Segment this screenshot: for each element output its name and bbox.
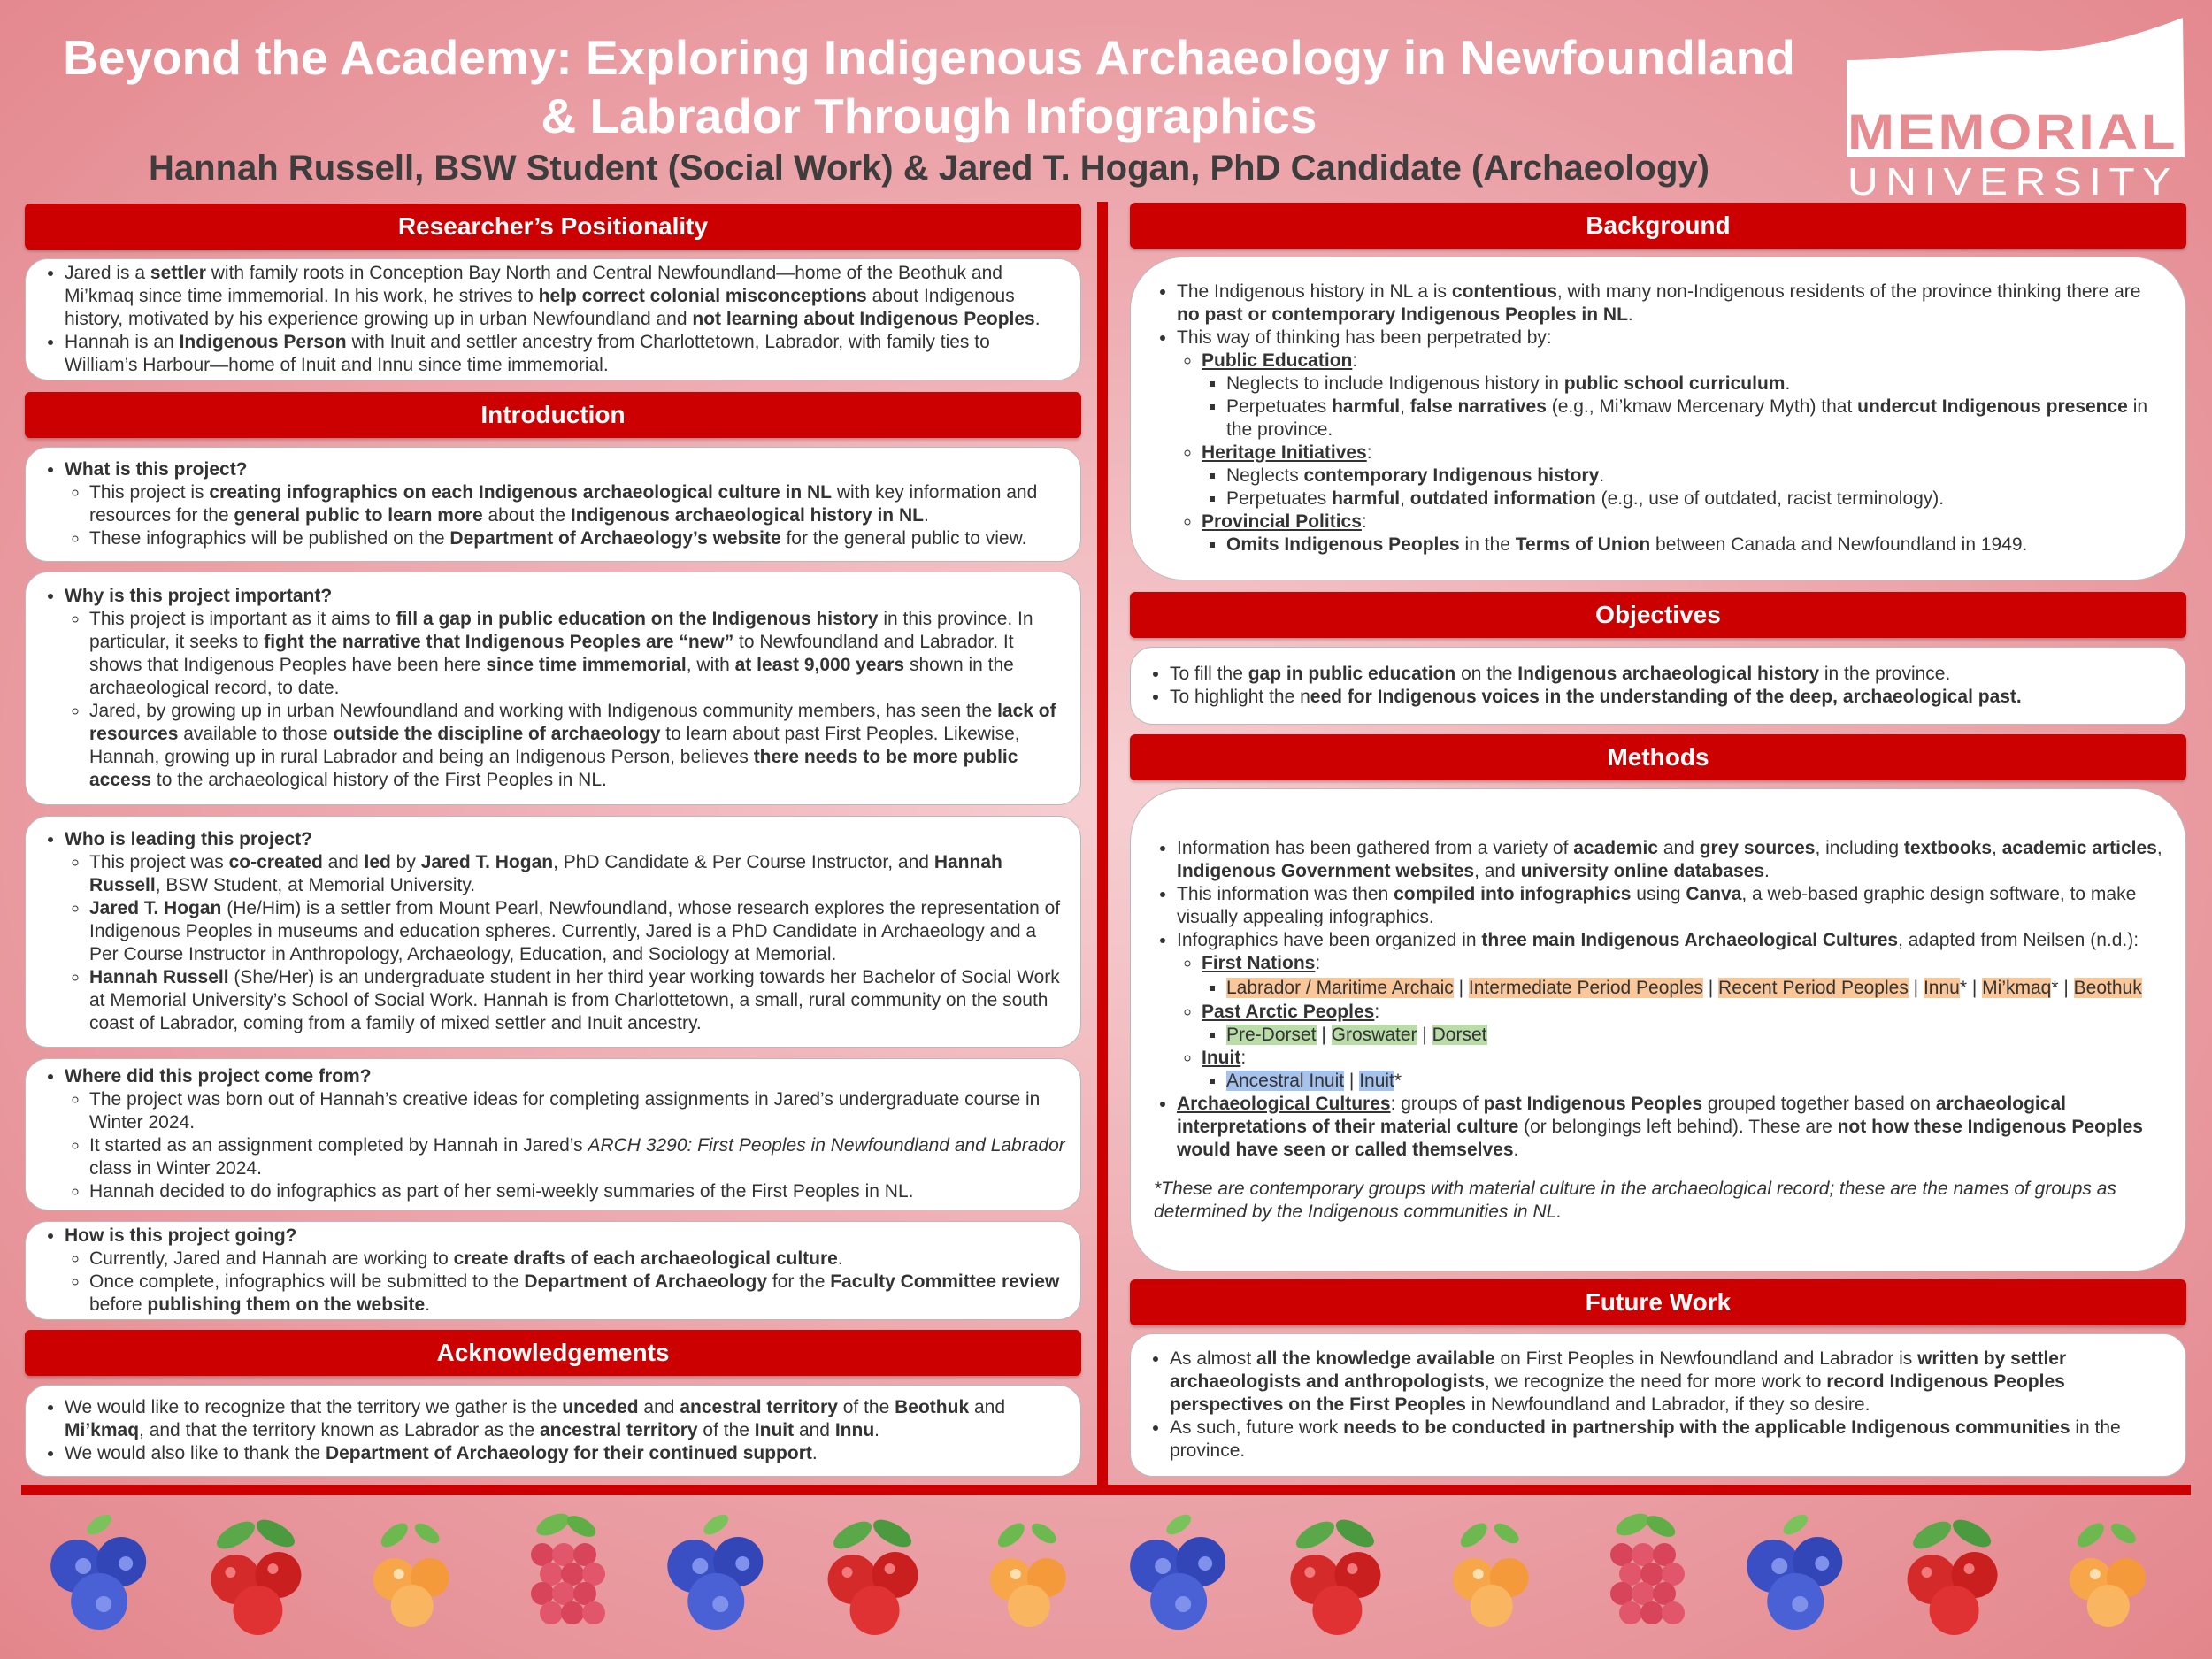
future-work-box	[1130, 1333, 2186, 1477]
past-arctic-list: ▪ Pre-Dorset | Groswater | Dorset	[1226, 1024, 2162, 1047]
title-line-2: & Labrador Through Infographics	[541, 88, 1317, 143]
list-item: • We would also like to thank the Department of Archaeology for their continued support.	[65, 1442, 1066, 1465]
title-line-1: Beyond the Academy: Exploring Indigenous Archaeology in Newfoundland	[63, 30, 1795, 85]
poster-title	[18, 28, 1840, 145]
list-item: • Archaeological Cultures: groups of past Indigenous Peoples grouped together based on archaeological interpretations of their material culture (or belongings left behind). These are not how these Indigenous Peoples would have seen or called themselves.	[1177, 1093, 2162, 1162]
first-nations-list: ▪ Labrador / Maritime Archaic | Intermediate Period Peoples | Recent Period Peoples | Innu* | Mi’kmaq* | Beothuk	[1226, 975, 2162, 1001]
positionality-header: Researcher’s Positionality	[25, 204, 1081, 250]
raspberry-icon	[531, 1509, 605, 1624]
intro-who-box	[25, 816, 1081, 1048]
positionality-jared: • Jared is a settler with family roots in Conception Bay North and Central Newfoundland—home of the Beothuk and Mi’kmaq since time immemorial. In his work, he strives to help correct colonial misconceptions about Indigenous history, motivated by his experience growing up in urban Newfoundland and not learning about Indigenous Peoples.	[65, 262, 1066, 331]
list-item: ◦ Provincial Politics: ▪ Omits Indigenous Peoples in the Terms of Union between Canada and Newfoundland in 1949.	[1202, 511, 2162, 557]
list-item: ◦ It started as an assignment completed by Hannah in Jared’s ARCH 3290: First Peoples in Newfoundland and Labrador class in Winter 2024.	[89, 1134, 1066, 1180]
past-arctic-group: ◦ Past Arctic Peoples: ▪ Pre-Dorset | Groswater | Dorset	[1202, 1001, 2162, 1047]
raspberry-icon	[1610, 1509, 1685, 1624]
list-item: ◦ Public Education: ▪ Neglects to include Indigenous history in public school curriculum. ▪ Perpetuates harmful, false narratives (e.g., Mi’kmaw Mercenary Myth) that undercut Indigenous presence in the province.	[1202, 349, 2162, 442]
logo-word-university: UNIVERSITY	[1847, 160, 2178, 202]
logo-word-memorial: MEMORIAL	[1847, 104, 2178, 159]
objectives-header: Objectives	[1130, 592, 2186, 638]
list-item: ▪ Perpetuates harmful, false narratives (e.g., Mi’kmaw Mercenary Myth) that undercut Indigenous presence in the province.	[1226, 396, 2162, 442]
list-item: ◦ This project is important as it aims to fill a gap in public education on the Indigenous history in this province. In particular, it seeks to fight the narrative that Indigenous Peoples are “new” to Newfoundland and Labrador. It shows that Indigenous Peoples have been here since time immemorial, with at least 9,000 years shown in the archaeological record, to date.	[89, 608, 1066, 700]
list-item: ◦ Currently, Jared and Hannah are working to create drafts of each archaeological culture.	[89, 1248, 1066, 1271]
intro-what-item: • What is this project? ◦ This project is creating infographics on each Indigenous archaeological culture in NL with key information and resources for the general public to learn more about the Indigenous archaeological history in NL. ◦ These infographics will be published on the Department of Archaeology’s website for the general public to view.	[65, 458, 1066, 550]
blueberry-icon	[50, 1510, 146, 1630]
list-item: ◦ Hannah Russell (She/Her) is an undergraduate student in her third year working towards her Bachelor of Social Work at Memorial University’s School of Social Work. Hannah is from Charlottetown, a small, rural community on the south coast of Labrador, coming from a family of mixed settler and Inuit ancestry.	[89, 966, 1066, 1035]
bakeapple-icon	[990, 1519, 1066, 1627]
list-item: • This information was then compiled into infographics using Canva, a web-based graphic design software, to make visually appealing infographics.	[1177, 883, 2162, 929]
list-item: ◦ Jared, by growing up in urban Newfoundland and working with Indigenous community members, has seen the lack of resources available to those outside the discipline of archaeology to learn about past First Peoples. Likewise, Hannah, growing up in rural Labrador and being an Indigenous Person, believes there needs to be more public access to the archaeological history of the First Peoples in NL.	[89, 700, 1066, 792]
footer-divider	[21, 1485, 2191, 1495]
partridgeberry-icon	[1290, 1514, 1380, 1635]
list-item: • To fill the gap in public education on the Indigenous archaeological history in the province.	[1170, 663, 2171, 686]
acknowledgements-header: Acknowledgements	[25, 1330, 1081, 1376]
introduction-header: Introduction	[25, 392, 1081, 438]
list-item: ◦ Jared T. Hogan (He/Him) is a settler from Mount Pearl, Newfoundland, whose research explores the representation of Indigenous Peoples in museums and education spheres. Currently, Jared is a PhD Candidate in Archaeology and a Per Course Instructor in Anthropology, Archaeology, Education, and Sociology at Memorial.	[89, 897, 1066, 966]
methods-header: Methods	[1130, 734, 2186, 780]
list-item: • We would like to recognize that the territory we gather is the unceded and ancestral territory of the Beothuk and Mi’kmaq, and that the territory known as Labrador as the ancestral territory of the Inuit and Innu.	[65, 1396, 1066, 1442]
partridgeberry-icon	[1908, 1514, 1998, 1635]
intro-why-item: • Why is this project important? ◦ This project is important as it aims to fill a gap in public education on the Indigenous history in this province. In particular, it seeks to fight the narrative that Indigenous Peoples are “new” to Newfoundland and Labrador. It shows that Indigenous Peoples have been here since time immemorial, with at least 9,000 years shown in the archaeological record, to date. ◦ Jared, by growing up in urban Newfoundland and working with Indigenous community members, has seen the lack of resources available to those outside the discipline of archaeology to learn about past First Peoples. Likewise, Hannah, growing up in rural Labrador and being an Indigenous Person, believes there needs to be more public access to the archaeological history of the First Peoples in NL.	[65, 585, 1066, 792]
list-item: ◦ This project was co-created and led by Jared T. Hogan, PhD Candidate & Per Course Instructor, and Hannah Russell, BSW Student, at Memorial University.	[89, 851, 1066, 897]
bakeapple-icon	[373, 1519, 449, 1627]
positionality-box	[25, 258, 1081, 380]
partridgeberry-icon	[828, 1514, 918, 1635]
bakeapple-icon	[1453, 1519, 1529, 1627]
objectives-box	[1130, 647, 2186, 725]
blueberry-icon	[667, 1510, 763, 1630]
berry-footer	[27, 1495, 2185, 1655]
blueberry-icon	[1130, 1510, 1225, 1630]
intro-where-box	[25, 1058, 1081, 1210]
future-work-header: Future Work	[1130, 1279, 2186, 1325]
inuit-group: ◦ Inuit: ▪ Ancestral Inuit | Inuit*	[1202, 1047, 2162, 1093]
memorial-university-logo	[1836, 16, 2190, 202]
intro-where-item: • Where did this project come from? ◦ The project was born out of Hannah’s creative ideas for completing assignments in Jared’s undergraduate course in Winter 2024. ◦ It started as an assignment completed by Hannah in Jared’s ARCH 3290: First Peoples in Newfoundland and Labrador class in Winter 2024. ◦ Hannah decided to do infographics as part of her semi-weekly summaries of the First Peoples in NL.	[65, 1065, 1066, 1203]
intro-how-box	[25, 1221, 1081, 1320]
list-item: • Information has been gathered from a variety of academic and grey sources, including textbooks, academic articles, Indigenous Government websites, and university online databases.	[1177, 837, 2162, 883]
background-header: Background	[1130, 203, 2186, 249]
list-item: ◦ Once complete, infographics will be submitted to the Department of Archaeology for the Faculty Committee review before publishing them on the website.	[89, 1271, 1066, 1317]
list-item: • Infographics have been organized in three main Indigenous Archaeological Cultures, adapted from Neilsen (n.d.): ◦ First Nations: ▪ Labrador / Maritime Archaic | Intermediate Period Peoples | Recent Period Peoples | Innu* | Mi’kmaq* | Beothuk ◦ Past Arctic Peoples: ▪ Pre-Dorset | Groswater | Dorset ◦ Inuit: ▪ Ancestral Inuit | Inuit*	[1177, 929, 2162, 1093]
partridgeberry-icon	[211, 1514, 301, 1635]
list-item: • As such, future work needs to be conducted in partnership with the applicable Indigenous communities in the province.	[1170, 1417, 2171, 1463]
list-item: ◦ The project was born out of Hannah’s creative ideas for completing assignments in Jared’s undergraduate course in Winter 2024.	[89, 1088, 1066, 1134]
list-item: ▪ Neglects to include Indigenous history in public school curriculum.	[1226, 373, 2162, 396]
list-item: ▪ Neglects contemporary Indigenous history.	[1226, 465, 2162, 488]
list-item: ◦ Heritage Initiatives: ▪ Neglects contemporary Indigenous history. ▪ Perpetuates harmful, outdated information (e.g., use of outdated, racist terminology).	[1202, 442, 2162, 511]
list-item: ◦ Hannah decided to do infographics as part of her semi-weekly summaries of the First Peoples in NL.	[89, 1180, 1066, 1203]
intro-who-item: • Who is leading this project? ◦ This project was co-created and led by Jared T. Hogan, PhD Candidate & Per Course Instructor, and Hannah Russell, BSW Student, at Memorial University. ◦ Jared T. Hogan (He/Him) is a settler from Mount Pearl, Newfoundland, whose research explores the representation of Indigenous Peoples in museums and education spheres. Currently, Jared is a PhD Candidate in Archaeology and a Per Course Instructor in Anthropology, Archaeology, Education, and Sociology at Memorial. ◦ Hannah Russell (She/Her) is an undergraduate student in her third year working towards her Bachelor of Social Work at Memorial University’s School of Social Work. Hannah is from Charlottetown, a small, rural community on the south coast of Labrador, coming from a family of mixed settler and Inuit ancestry.	[65, 828, 1066, 1035]
first-nations-group: ◦ First Nations: ▪ Labrador / Maritime Archaic | Intermediate Period Peoples | Recent Period Peoples | Innu* | Mi’kmaq* | Beothuk	[1202, 952, 2162, 1001]
intro-what-box	[25, 447, 1081, 562]
list-item: • As almost all the knowledge available on First Peoples in Newfoundland and Labrador is written by settler archaeologists and anthropologists, we recognize the need for more work to record Indigenous Peoples perspectives on the First Peoples in Newfoundland and Labrador, if they so desire.	[1170, 1348, 2171, 1417]
inuit-list: ▪ Ancestral Inuit | Inuit*	[1226, 1070, 2162, 1093]
poster-authors: Hannah Russell, BSW Student (Social Work) & Jared T. Hogan, PhD Candidate (Archaeology)	[149, 149, 1709, 188]
list-item: • This way of thinking has been perpetrated by: ◦ Public Education: ▪ Neglects to include Indigenous history in public school curriculum. ▪ Perpetuates harmful, false narratives (e.g., Mi’kmaw Mercenary Myth) that undercut Indigenous presence in the province. ◦ Heritage Initiatives: ▪ Neglects contemporary Indigenous history. ▪ Perpetuates harmful, outdated information (e.g., use of outdated, racist terminology). ◦ Provincial Politics: ▪ Omits Indigenous Peoples in the Terms of Union between Canada and Newfoundland in 1949.	[1177, 326, 2162, 557]
list-item: ◦ This project is creating infographics on each Indigenous archaeological culture in NL with key information and resources for the general public to learn more about the Indigenous archaeological history in NL.	[89, 481, 1066, 527]
positionality-hannah: • Hannah is an Indigenous Person with Inuit and settler ancestry from Charlottetown, Labrador, with family ties to William’s Harbour—home of Inuit and Innu since time immemorial.	[65, 331, 1066, 377]
methods-box	[1130, 788, 2186, 1271]
blueberry-icon	[1747, 1510, 1842, 1630]
acknowledgements-box	[25, 1385, 1081, 1477]
list-item: ▪ Perpetuates harmful, outdated information (e.g., use of outdated, racist terminology).	[1226, 488, 2162, 511]
column-divider	[1097, 202, 1108, 1485]
intro-why-box	[25, 572, 1081, 805]
list-item: ▪ Omits Indigenous Peoples in the Terms of Union between Canada and Newfoundland in 1949.	[1226, 534, 2162, 557]
intro-how-item: • How is this project going? ◦ Currently, Jared and Hannah are working to create drafts of each archaeological culture. ◦ Once complete, infographics will be submitted to the Department of Archaeology for the Faculty Committee review before publishing them on the website.	[65, 1225, 1066, 1317]
methods-footnote: *These are contemporary groups with material culture in the archaeological record; these are the names of groups as determined by the Indigenous communities in NL.	[1154, 1178, 2116, 1222]
list-item: • To highlight the need for Indigenous voices in the understanding of the deep, archaeological past.	[1170, 686, 2171, 709]
list-item: ◦ These infographics will be published on the Department of Archaeology’s website for the general public to view.	[89, 527, 1066, 550]
background-box	[1130, 257, 2186, 580]
bakeapple-icon	[2070, 1519, 2146, 1627]
list-item: • The Indigenous history in NL a is contentious, with many non-Indigenous residents of the province thinking there are no past or contemporary Indigenous Peoples in NL.	[1177, 280, 2162, 326]
